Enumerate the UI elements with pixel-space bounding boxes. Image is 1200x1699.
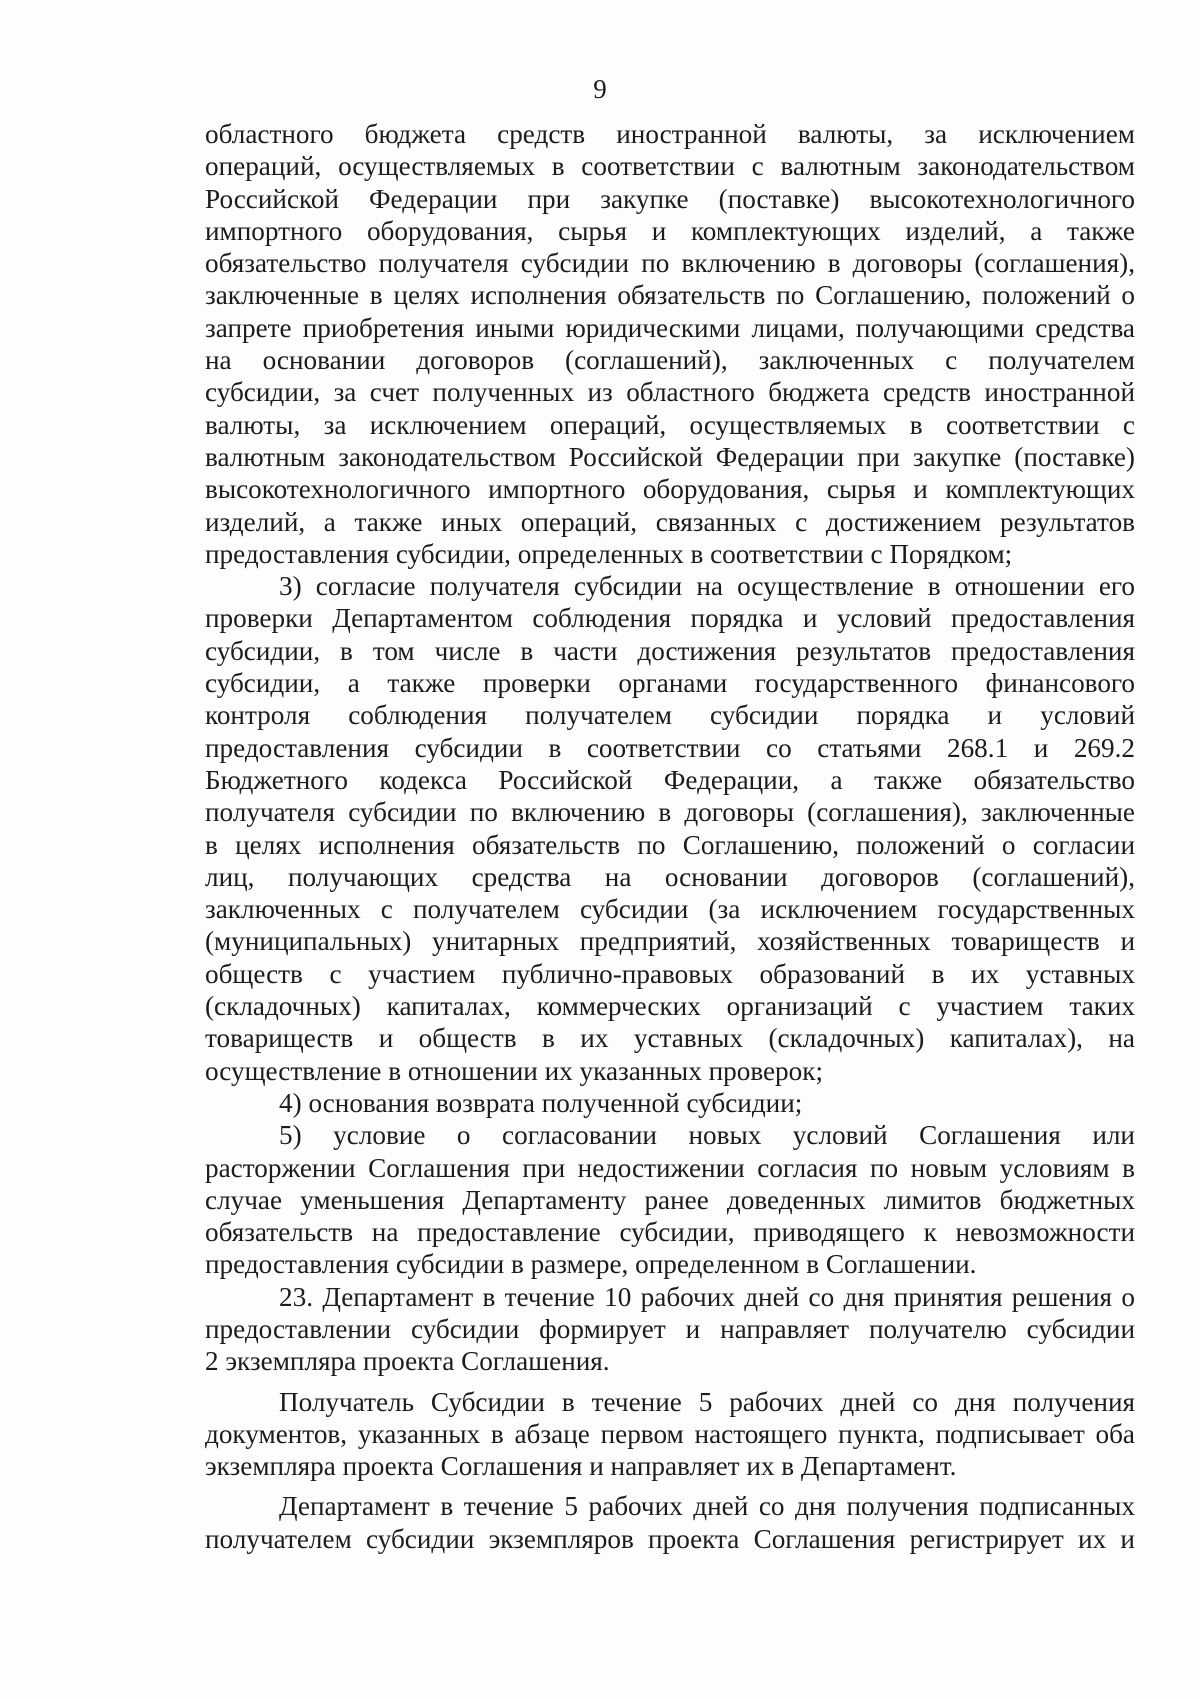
text-line: расторжении Соглашения при недостижении согласия по новым условиям в xyxy=(205,1152,1135,1183)
text-line: высокотехнологичного импортного оборудования, сырья и комплектующих xyxy=(205,474,1135,505)
paragraph xyxy=(205,570,1135,1087)
text-line: заключенных с получателем субсидии (за исключением государственных xyxy=(205,894,1135,925)
text-line: 3) согласие получателя субсидии на осуществление в отношении его xyxy=(279,571,1135,602)
text-line: обязательств на предоставление субсидии, приводящего к невозможности xyxy=(205,1217,1135,1248)
paragraph-gap xyxy=(205,1482,1135,1490)
text-line: Получатель Субсидии в течение 5 рабочих дней со дня получения xyxy=(279,1386,1135,1417)
paragraph xyxy=(205,1490,1135,1555)
text-line: изделий, а также иных операций, связанных с достижением результатов xyxy=(205,506,1135,537)
text-line: документов, указанных в абзаце первом настоящего пункта, подписывает оба xyxy=(205,1418,1135,1449)
text-line: в целях исполнения обязательств по Соглашению, положений о согласии xyxy=(205,829,1135,860)
text-line: заключенные в целях исполнения обязательств по Соглашению, положений о xyxy=(205,280,1135,311)
text-line: случае уменьшения Департаменту ранее доведенных лимитов бюджетных xyxy=(205,1184,1135,1215)
text-line: операций, осуществляемых в соответствии с валютным законодательством xyxy=(205,151,1135,182)
paragraph xyxy=(205,1386,1135,1483)
paragraph xyxy=(205,118,1135,570)
text-line: обществ с участием публично-правовых образований в их уставных xyxy=(205,958,1135,989)
text-line: (складочных) капиталах, коммерческих организаций с участием таких xyxy=(205,991,1135,1022)
text-line: проверки Департаментом соблюдения порядка и условий предоставления xyxy=(205,603,1135,634)
text-line: 4) основания возврата полученной субсидии; xyxy=(279,1087,803,1118)
text-line: предоставления субсидии в соответствии со статьями 268.1 и 269.2 xyxy=(205,732,1135,763)
text-line: 23. Департамент в течение 10 рабочих дней со дня принятия решения о xyxy=(279,1281,1135,1312)
text-line: субсидии, за счет полученных из областного бюджета средств иностранной xyxy=(205,377,1135,408)
text-line: предоставления субсидии, определенных в соответствии с Порядком; xyxy=(205,538,1013,569)
text-line: 2 экземпляра проекта Соглашения. xyxy=(205,1346,610,1377)
text-line: Российской Федерации при закупке (поставке) высокотехнологичного xyxy=(205,183,1135,214)
text-line: субсидии, в том числе в части достижения результатов предоставления xyxy=(205,635,1135,666)
paragraph xyxy=(205,1281,1135,1378)
text-line: валютным законодательством Российской Федерации при закупке (поставке) xyxy=(205,441,1135,472)
text-line: 5) условие о согласовании новых условий Соглашения или xyxy=(279,1120,1135,1151)
text-line: Департамент в течение 5 рабочих дней со дня получения подписанных xyxy=(279,1491,1135,1522)
text-line: субсидии, а также проверки органами государственного финансового xyxy=(205,668,1135,699)
text-line: товариществ и обществ в их уставных (складочных) капиталах), на xyxy=(205,1023,1135,1054)
paragraph xyxy=(205,1087,1135,1119)
text-line: (муниципальных) унитарных предприятий, хозяйственных товариществ и xyxy=(205,926,1135,957)
text-line: контроля соблюдения получателем субсидии порядка и условий xyxy=(205,700,1135,731)
text-line: обязательство получателя субсидии по включению в договоры (соглашения), xyxy=(205,248,1135,279)
text-line: предоставления субсидии в размере, определенном в Соглашении. xyxy=(205,1249,977,1280)
text-line: на основании договоров (соглашений), заключенных с получателем xyxy=(205,345,1135,376)
text-line: получателем субсидии экземпляров проекта Соглашения регистрирует их и xyxy=(205,1523,1135,1554)
text-line: лиц, получающих средства на основании договоров (соглашений), xyxy=(205,861,1135,892)
document-body xyxy=(205,118,1135,1555)
text-line: валюты, за исключением операций, осуществляемых в соответствии с xyxy=(205,409,1135,440)
text-line: получателя субсидии по включению в договоры (соглашения), заключенные xyxy=(205,797,1135,828)
text-line: экземпляра проекта Соглашения и направляет их в Департамент. xyxy=(205,1451,957,1482)
text-line: Бюджетного кодекса Российской Федерации, а также обязательство xyxy=(205,764,1135,795)
text-line: предоставлении субсидии формирует и направляет получателю субсидии xyxy=(205,1313,1135,1344)
paragraph xyxy=(205,1119,1135,1280)
page-number: 9 xyxy=(593,74,607,104)
text-line: импортного оборудования, сырья и комплектующих изделий, а также xyxy=(205,215,1135,246)
paragraph-gap xyxy=(205,1378,1135,1386)
text-line: осуществление в отношении их указанных проверок; xyxy=(205,1055,824,1086)
text-line: областного бюджета средств иностранной валюты, за исключением xyxy=(205,119,1135,149)
text-line: запрете приобретения иными юридическими лицами, получающими средства xyxy=(205,312,1135,343)
